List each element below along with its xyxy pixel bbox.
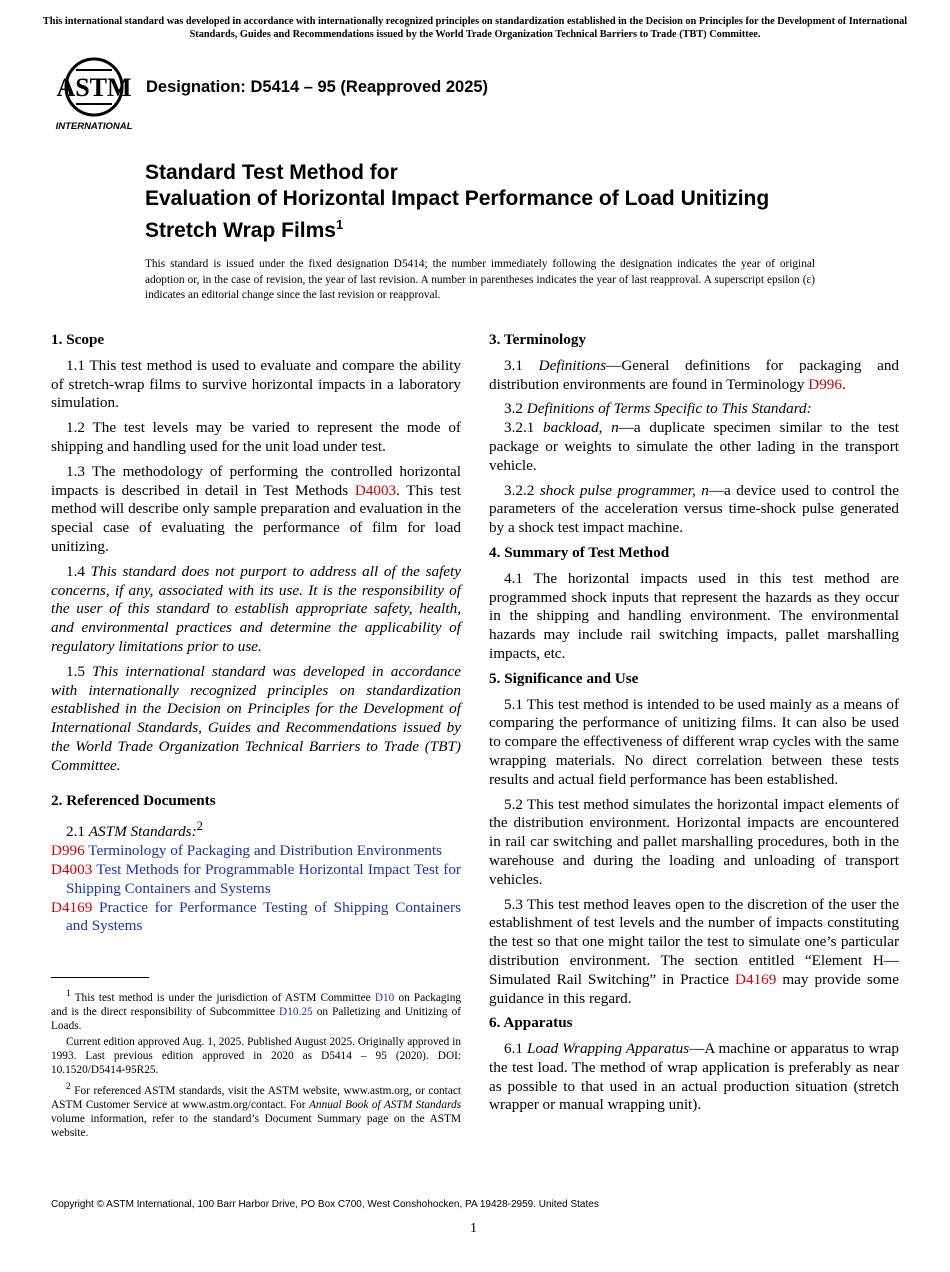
paragraph-1-2: 1.2 The test levels may be varied to represent the mode of shipping and handling used for the unit load under test. bbox=[51, 419, 461, 455]
section-heading-referenced-documents: 2. Referenced Documents bbox=[51, 791, 216, 809]
svg-text:ASTM: ASTM bbox=[56, 73, 132, 102]
link-d996[interactable]: D996 bbox=[808, 375, 842, 393]
paragraph-1-5: 1.5 This international standard was developed in accordance with internationally recognized principles on standardization established in the Decision on Principles for the Development of International Standards, Guides and Recommendations issued by the World Trade Organization Technical Barriers to Trade (TBT) Committee. bbox=[51, 662, 462, 774]
paragraph-1-1: 1.1 This test method is used to evaluate and compare the ability of stretch-wrap films to survive horizontal impacts in a laboratory simulation. bbox=[51, 356, 461, 412]
footnote-2: $^2$ For referenced ASTM standards, visit the ASTM website, www.astm.org, or contact ASTM Customer Service at www.astm.org/contact. For Annual Book of ASTM Standards volume information, refer to the standard’s Document Summary page on the ASTM website. bbox=[51, 1082, 461, 1139]
paragraph-3-2-1: 3.2.1 backload, n—a duplicate specimen similar to the test package or weights to simulate the other lading in the transport vehicle. bbox=[489, 419, 899, 474]
link-d996[interactable]: D996 bbox=[51, 842, 85, 860]
paragraph-5-2: 5.2 This test method simulates the horizontal impact elements of the distribution environment. Horizontal impacts are encountered in rail car switching and pallet marshalling procedures, both in the warehouse and during the loading and unloading of transport vehicles. bbox=[489, 795, 899, 888]
link-d4003[interactable]: D4003 bbox=[354, 481, 397, 499]
astm-logo bbox=[54, 56, 134, 132]
copyright-line: Copyright © ASTM International, 100 Barr Harbor Drive, PO Box C700, West Conshohocken, PA 19428-2959. United States bbox=[51, 1199, 599, 1210]
reference-title-link[interactable]: Practice for Performance Testing of Shipping Containers and Systems bbox=[66, 898, 461, 935]
title-line-1: Standard Test Method for bbox=[145, 161, 398, 184]
footnote-1: $^1$ This test method is under the jurisdiction of ASTM Committee D10 on Packaging and is the direct responsibility of Subcommittee D10.25 on Palletizing and Unitizing of Loads. bbox=[51, 989, 461, 1032]
paragraph-1-4: 1.4 This standard does not purport to address all of the safety concerns, if any, associated with its use. It is the responsibility of the user of this standard to establish appropriate safety, health, and environmental practices and determine the applicability of regulatory limitations prior to use. bbox=[51, 562, 462, 655]
paragraph-5-1: 5.1 This test method is intended to be used mainly as a means of comparing the performance of unitizing films. It can also be used to compare the effectiveness of different wrap cycles with the same wrapping materials. No direct correlation between these tests results and actual field performance has been established. bbox=[489, 695, 899, 788]
footnote-divider bbox=[51, 977, 149, 978]
designation: Designation: D5414 – 95 (Reapproved 2025) bbox=[146, 78, 489, 96]
link-d4003[interactable]: D4003 bbox=[51, 860, 93, 878]
reference-item bbox=[51, 861, 461, 899]
link-d10[interactable]: D10 bbox=[374, 991, 395, 1004]
top-notice: This international standard was developed in accordance with internationally recognized principles on standardization established in the Decision on Principles for the Development of International Standards, Guides and Recommendations issued by the World Trade Organization Technical Barriers to Trade (TBT) Committee. bbox=[42, 16, 908, 40]
link-d4169[interactable]: D4169 bbox=[51, 898, 93, 916]
paragraph-1-3: 1.3 The methodology of performing the controlled horizontal impacts is described in detail in Test Methods D4003. This test method will describe only sample preparation and evaluation in the special case of evaluating the performance of film for load unitizing. bbox=[51, 462, 461, 555]
document-title bbox=[145, 160, 845, 244]
paragraph-4-1: 4.1 The horizontal impacts used in this test method are programmed shock inputs that represent the hazards as they occur in the shipping and handling environment. The environmental hazards may include rail switching impacts, pallet marshalling impacts, etc. bbox=[489, 569, 899, 662]
section-heading-summary: 4. Summary of Test Method bbox=[489, 543, 670, 561]
link-d10-25[interactable]: D10.25 bbox=[279, 1005, 313, 1018]
paragraph-2-1: 2.1 ASTM Standards:$^2$ bbox=[66, 819, 203, 841]
link-d4169[interactable]: D4169 bbox=[735, 970, 777, 988]
logo-wordmark: INTERNATIONAL bbox=[55, 121, 133, 132]
footnote-1-edition: Current edition approved Aug. 1, 2025. Published August 2025. Originally approved in 1993. Last previous edition approved in 2020 as D5414 – 95 (2020). DOI: 10.1520/D5414-95R25. bbox=[51, 1036, 461, 1077]
section-heading-scope: 1. Scope bbox=[51, 331, 105, 348]
reference-item bbox=[51, 842, 461, 861]
section-heading-significance: 5. Significance and Use bbox=[489, 669, 639, 687]
paragraph-3-2: 3.2 Definitions of Terms Specific to This Standard: bbox=[504, 400, 812, 418]
section-heading-terminology: 3. Terminology bbox=[489, 331, 587, 348]
title-footnote-mark: 1 bbox=[336, 217, 344, 232]
paragraph-3-1: 3.1 Definitions—General definitions for packaging and distribution environments are found in Terminology D996. bbox=[489, 356, 900, 393]
title-line-2: Evaluation of Horizontal Impact Performance of Load Unitizing Stretch Wrap Films$^1$ bbox=[145, 187, 770, 242]
paragraph-3-2-2: 3.2.2 shock pulse programmer, n—a device used to control the parameters of the acceleration versus time-shock pulse generated by a shock test impact machine. bbox=[489, 481, 899, 537]
preamble: This standard is issued under the fixed designation D5414; the number immediately following the designation indicates the year of original adoption or, in the case of revision, the year of last revision. A number in parentheses indicates the year of last reapproval. A superscript epsilon (ε) indicates an editorial change since the last revision or reapproval. bbox=[145, 258, 815, 301]
section-heading-apparatus: 6. Apparatus bbox=[489, 1014, 573, 1032]
reference-item bbox=[51, 899, 461, 937]
paragraph-6-1: 6.1 Load Wrapping Apparatus—A machine or apparatus to wrap the test load. The method of wrap application is preferably as near as possible to that used in an actual production situation (stretch wrapper or manual wrapping unit). bbox=[489, 1040, 899, 1114]
page-number: 1 bbox=[470, 1221, 477, 1236]
reference-title-link[interactable]: Test Methods for Programmable Horizontal Impact Test for Shipping Containers and Systems bbox=[66, 860, 461, 897]
paragraph-5-3: 5.3 This test method leaves open to the discretion of the user the establishment of test levels and the number of impacts constituting the test so that one might tailor the test to simulate one’s particular distribution environment. The section entitled “Element H—Simulated Rail Switching” in Practice D4169 may provide some guidance in this regard. bbox=[489, 895, 899, 1007]
reference-title-link[interactable]: Terminology of Packaging and Distribution Environments bbox=[84, 842, 442, 860]
footnotes bbox=[51, 988, 461, 1144]
left-column bbox=[51, 331, 461, 936]
right-column bbox=[489, 331, 899, 1121]
